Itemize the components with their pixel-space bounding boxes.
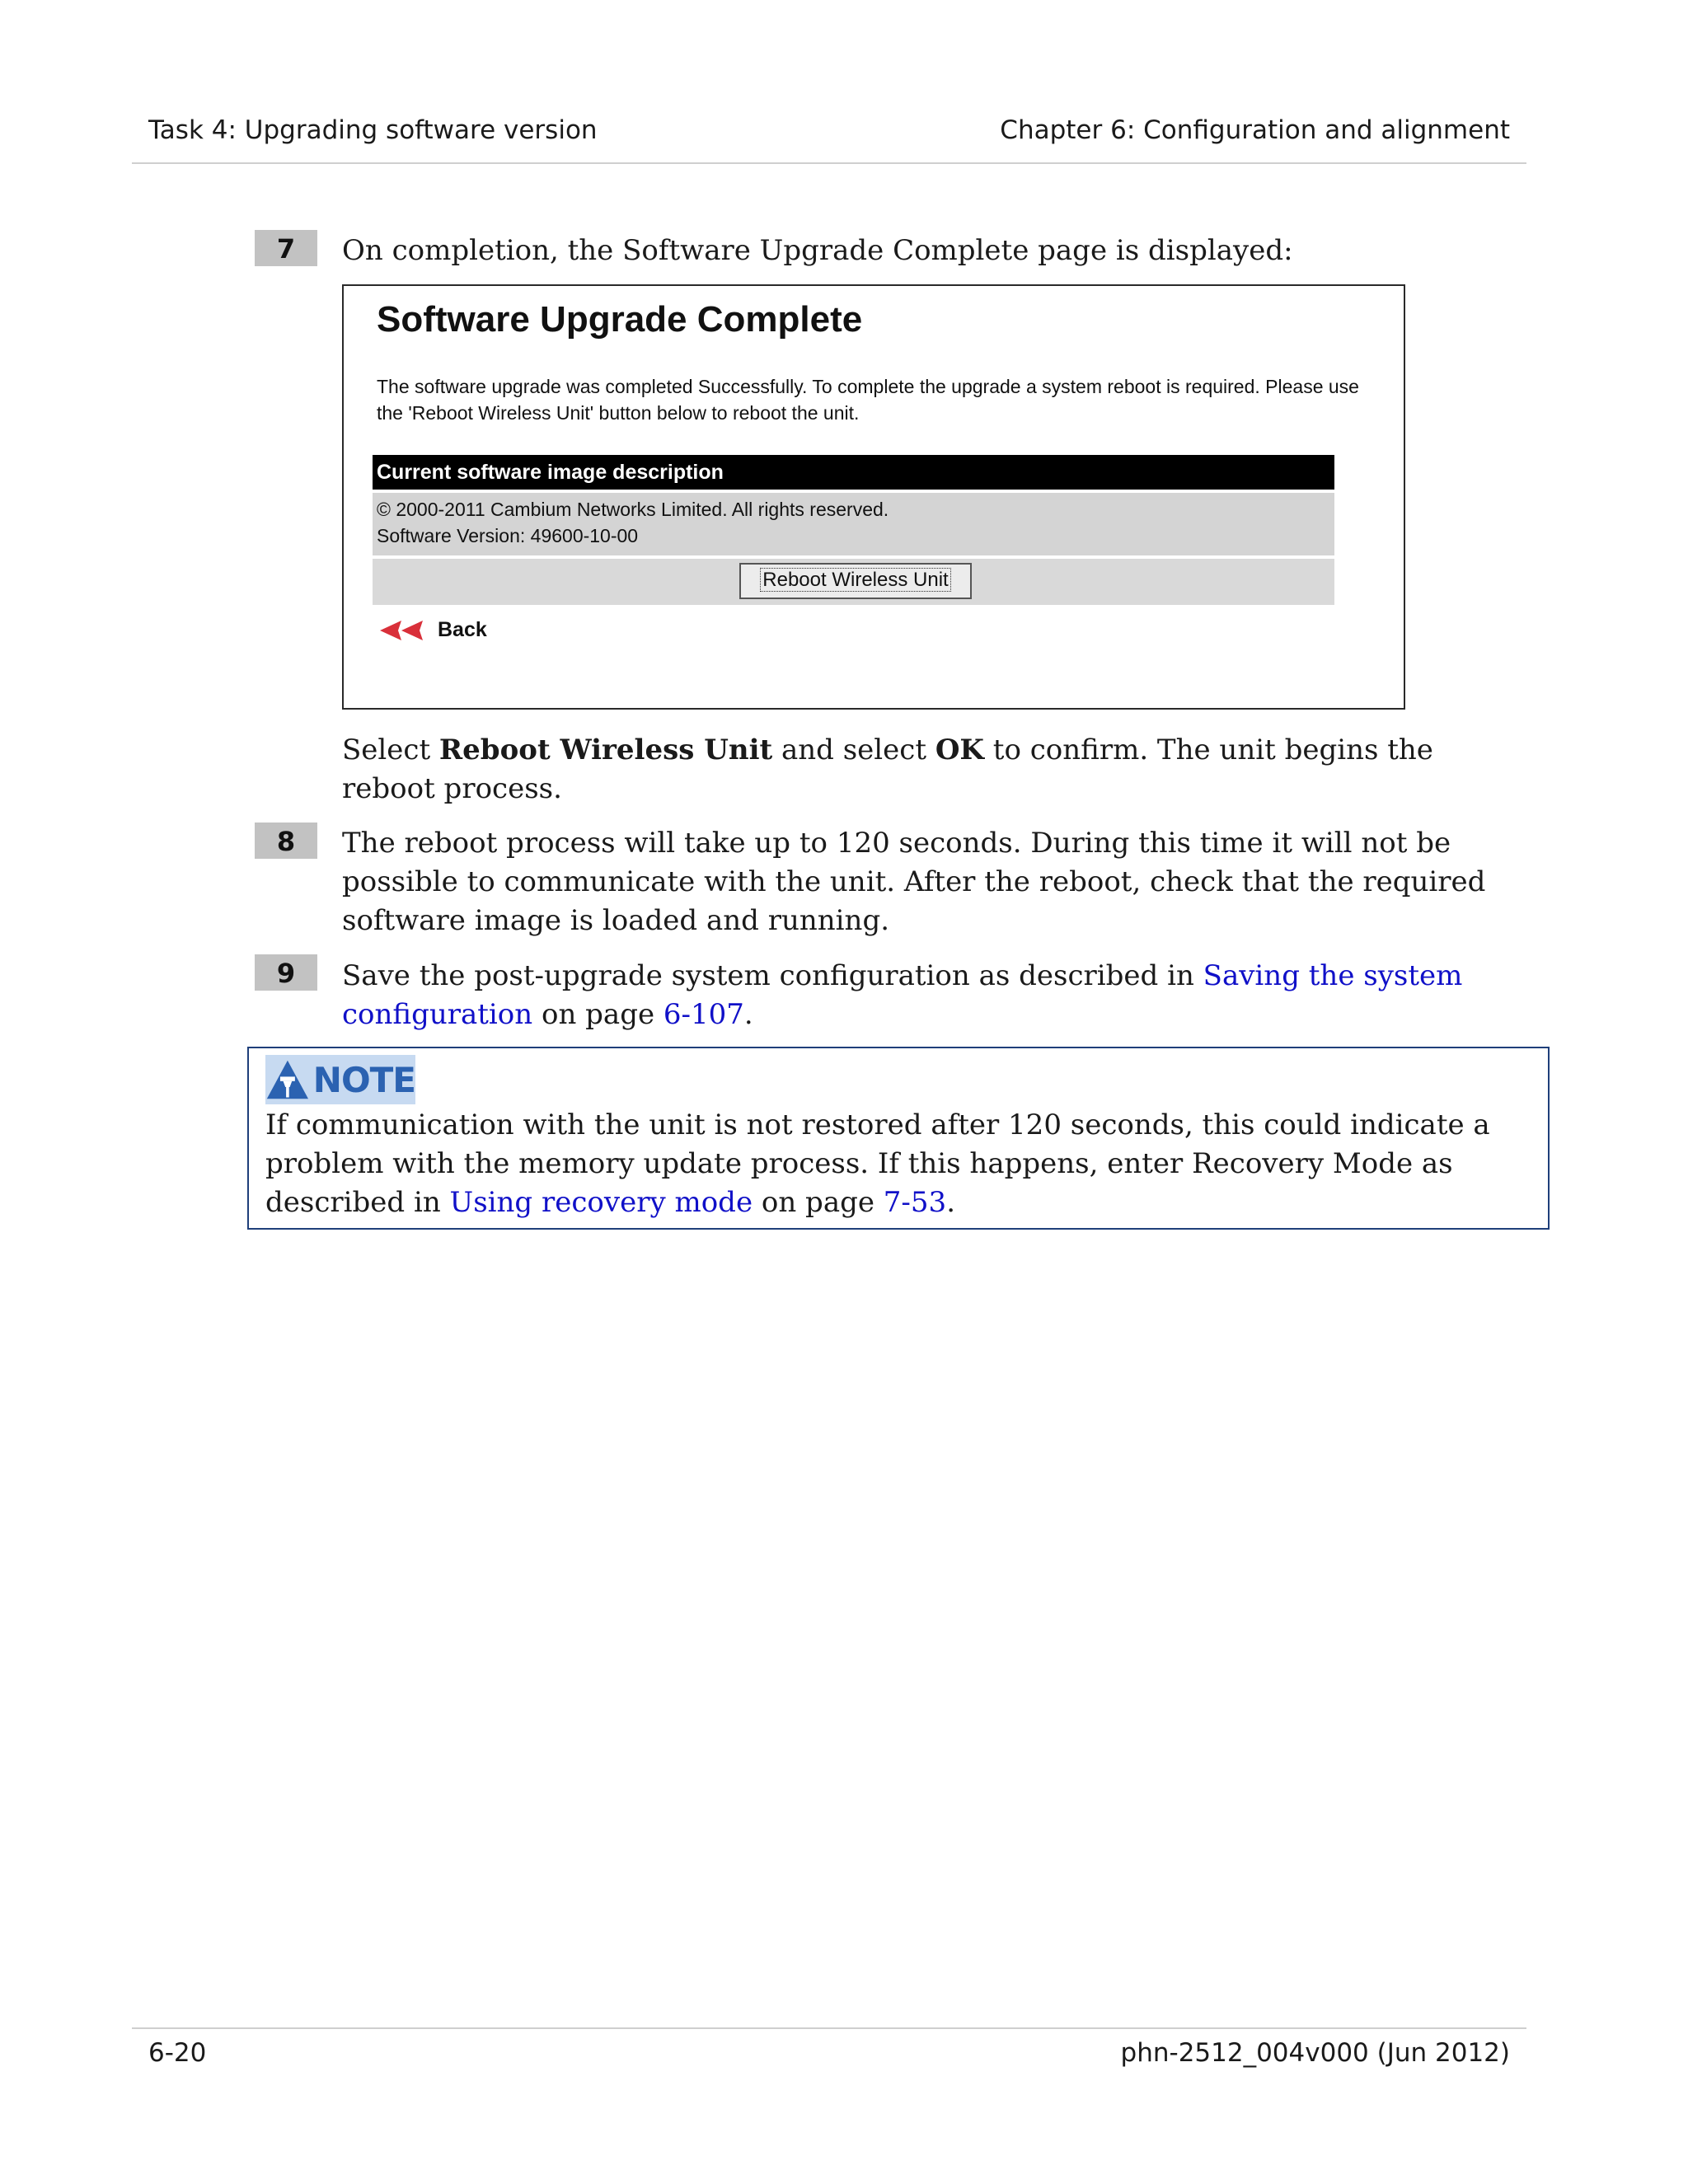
step-9-text-1: Save the post-upgrade system configuration as described in	[342, 959, 1203, 992]
saving-system-configuration-link[interactable]: Saving the system configuration	[342, 959, 1463, 1031]
screenshot-title: Software Upgrade Complete	[377, 299, 863, 340]
software-version-text: Software Version: 49600-10-00	[377, 525, 639, 546]
step-7-text: On completion, the Software Upgrade Complete page is displayed:	[342, 234, 1293, 267]
followup-text-1: Select	[342, 733, 439, 766]
software-upgrade-complete-screenshot	[342, 284, 1405, 710]
back-label: Back	[438, 618, 487, 641]
note-text-3: .	[946, 1186, 955, 1219]
button-row	[373, 559, 1334, 605]
followup-text-3: to confirm. The unit begins the reboot process.	[342, 733, 1433, 805]
step-number-7: 7	[255, 230, 317, 266]
image-description-header: Current software image description	[373, 455, 1334, 490]
step-8-text: The reboot process will take up to 120 seconds. During this time it will not be possible to communicate with the unit. After the reboot, check that the required software image is loaded and running.	[342, 827, 1486, 937]
reboot-button-label: Reboot Wireless Unit	[762, 569, 949, 591]
step-9-text-2: on page	[532, 998, 663, 1031]
followup-bold-reboot: Reboot Wireless Unit	[438, 733, 773, 766]
step-9-text-3: .	[743, 998, 753, 1031]
note-text-2: on page	[753, 1186, 884, 1219]
step-9-text	[342, 957, 1496, 1034]
warning-pin-icon	[265, 1057, 310, 1103]
step-7-followup	[342, 731, 1496, 808]
reboot-wireless-unit-button[interactable]	[739, 563, 972, 599]
followup-bold-ok: OK	[935, 733, 984, 766]
step-number-8: 8	[255, 823, 317, 859]
double-left-arrow-icon	[380, 619, 424, 642]
image-description-panel	[373, 493, 1334, 555]
page-header-section: Task 4: Upgrading software version	[148, 115, 598, 145]
page-7-53-link[interactable]: 7-53	[883, 1186, 947, 1219]
using-recovery-mode-link[interactable]: Using recovery mode	[449, 1186, 753, 1219]
page-6-107-link[interactable]: 6-107	[663, 998, 744, 1031]
followup-text-2: and select	[772, 733, 935, 766]
back-link[interactable]	[380, 618, 487, 642]
page-header-chapter: Chapter 6: Configuration and alignment	[1000, 115, 1510, 145]
note-text-1: If communication with the unit is not restored after 120 seconds, this could indicate a problem with the memory update process. If this happens, enter Recovery Mode as described in	[265, 1108, 1490, 1219]
document-id: phn-2512_004v000 (Jun 2012)	[1120, 2038, 1510, 2068]
note-text	[265, 1106, 1535, 1222]
note-box	[247, 1047, 1550, 1230]
step-number-9: 9	[255, 954, 317, 991]
copyright-text: © 2000-2011 Cambium Networks Limited. All rights reserved.	[377, 499, 889, 520]
page-number: 6-20	[148, 2038, 207, 2068]
footer-divider	[132, 2027, 1526, 2029]
header-divider	[132, 162, 1526, 164]
note-header	[265, 1055, 415, 1104]
screenshot-message: The software upgrade was completed Successfully. To complete the upgrade a system reboot is required. Please use the 'Reboot Wireless Unit' button below to reboot the unit.	[377, 376, 1359, 424]
note-label: NOTE	[312, 1059, 415, 1100]
